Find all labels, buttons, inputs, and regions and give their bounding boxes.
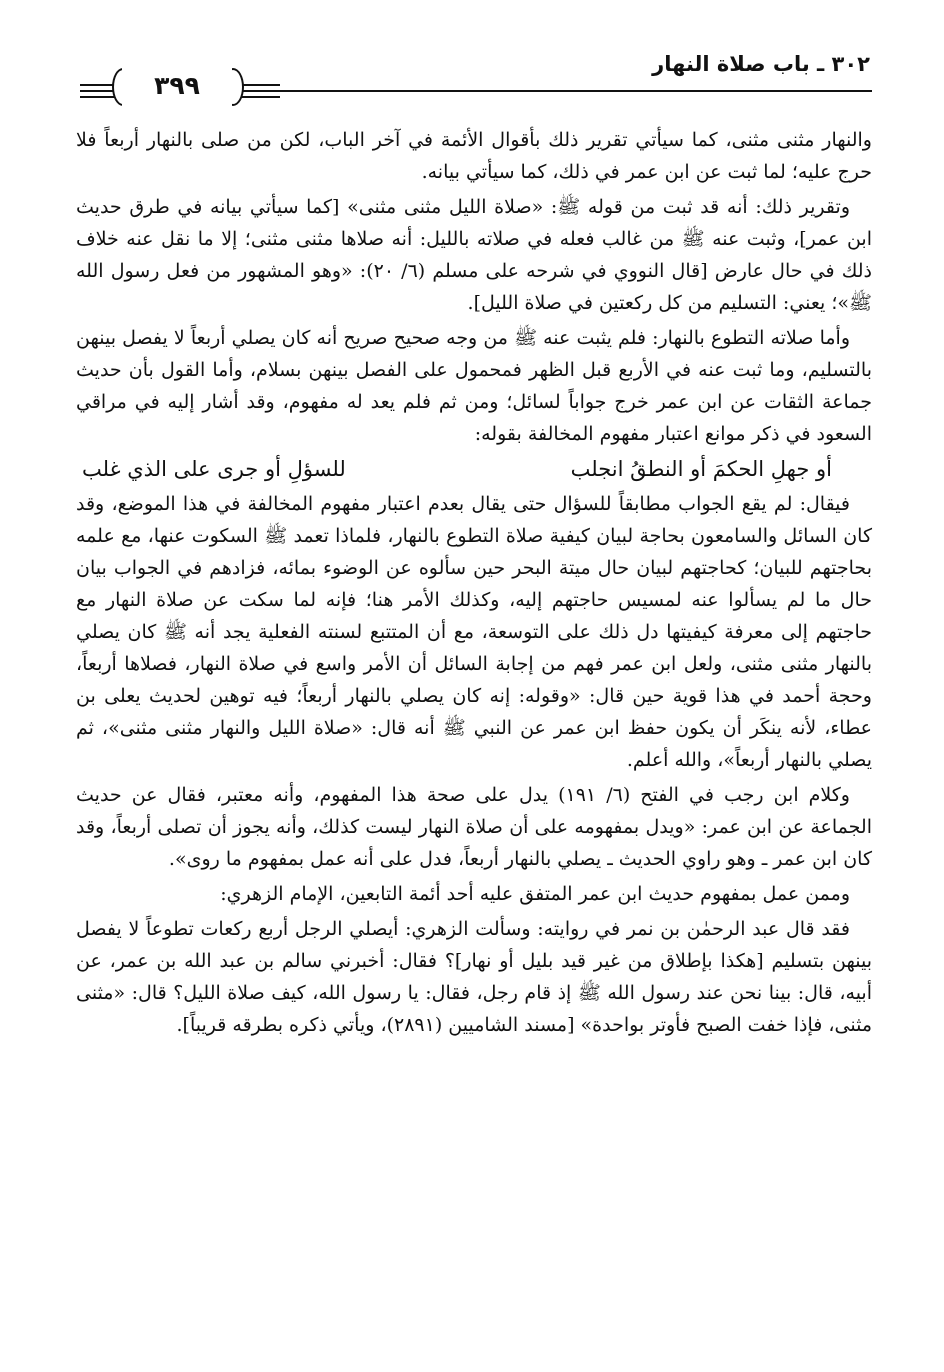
verse-left-hemistich: للسؤلِ أو جرى على الذي غلب: [82, 457, 346, 481]
paragraph-1: والنهار مثنى مثنى، كما سيأتي تقرير ذلك بأقوال الأئمة في آخر الباب، لكن من صلى بالنهار أربعاً فلا حرج عليه؛ لما ثبت عن ابن عمر في ذلك، كما سيأتي بيانه.: [76, 129, 872, 183]
verse-right-hemistich: أو جهلِ الحكمَ أو النطقُ انجلب: [570, 457, 832, 481]
paragraph-4: فيقال: لم يقع الجواب مطابقاً للسؤال حتى يقال بعدم اعتبار مفهوم المخالفة في هذا الموضع، وقد كان السائل والسامعون بحاجة لبيان كيفية صلاة التطوع بالنهار، فلماذا تعمد ﷺ السكوت عنها، مع علمه بحاجتهم للبيان؛ كحاجتهم لبيان حال ميتة البحر حين سألوه عن الوضوء بمائه، فزادهم في الجواب بيان حال ما لم يسألوا عنه لمسيس حاجتهم إليه، وكذلك الأمر هنا؛ فإنه لما سكت عن صلاة النهار مع حاجتهم إلى معرفة كيفيتها دل ذلك على التوسعة، مع أن المتتبع لسنته الفعلية يجد أنه ﷺ كان يصلي بالنهار مثنى مثنى، ولعل ابن عمر فهم من إجابة السائل أن الأمر واسع في صلاة النهار، فصلاها أربعاً، وحجة أحمد في هذا قوية حين قال: «وقوله: إنه كان يصلي بالنهار أربعاً؛ فيه توهين لحديث يعلى بن عطاء، لأنه ينكَر أن يكون حفظ ابن عمر عن النبي ﷺ أنه قال: «صلاة الليل والنهار مثنى مثنى»، ثم يصلي بالنهار أربعاً»، والله أعلم.: [76, 493, 872, 771]
page-number-ornament: [80, 64, 280, 116]
chapter-title: ٣٠٢ ـ باب صلاة النهار: [652, 52, 870, 76]
running-header: [80, 48, 872, 112]
paragraph-3: وأما صلاته التطوع بالنهار: فلم يثبت عنه ﷺ من وجه صحيح صريح أنه كان يصلي أربعاً لا يفصل بينهن بالتسليم، وما ثبت عنه في الأربع قبل الظهر فمحمول على الفصل بينهن بسلام، وأما القول بأن حديث جماعة الثقات عن ابن عمر خرج جواباً لسائل؛ ومن ثم فلم يعد له مفهوم، وقد أشار إليه في مراقي السعود في ذكر موانع اعتبار مفهوم المخالفة بقوله:: [76, 327, 872, 445]
paragraph-6: وممن عمل بمفهوم حديث ابن عمر المتفق عليه أحد أئمة التابعين، الإمام الزهري:: [220, 883, 850, 905]
page-number: ٣٩٩: [122, 64, 232, 108]
poetry-verse: [82, 454, 832, 484]
paragraph-7: فقد قال عبد الرحمٰن بن نمر في روايته: وسألت الزهري: أيصلي الرجل أربع ركعات تطوعاً لا يفصل بينهن بتسليم [هكذا بإطلاق من غير قيد بليل أو نهار]؟ فقال: أخبرني سالم بن عبد الله بن عمر، عن أبيه، قال: بينا نحن عند رسول الله ﷺ إذ قام رجل، فقال: يا رسول الله، كيف صلاة الليل؟ قال: «مثنى مثنى، فإذا خفت الصبح فأوتر بواحدة» [مسند الشاميين (٢٨٩١)، ويأتي ذكره بطرقه قريباً].: [76, 918, 872, 1036]
page-body: [76, 124, 872, 1044]
paragraph-2: وتقرير ذلك: أنه قد ثبت من قوله ﷺ: «صلاة الليل مثنى مثنى» [كما سيأتي بيانه في طرق حديث ابن عمر]، وثبت عنه ﷺ من غالب فعله في صلاته بالليل: أنه صلاها مثنى مثنى؛ إلا ما نقل عنه خلاف ذلك في حال عارض [قال النووي في شرحه على مسلم (٦/ ٢٠): «وهو المشهور من فعل رسول الله ﷺ»؛ يعني: التسليم من كل ركعتين في صلاة الليل].: [76, 196, 872, 314]
paragraph-5: وكلام ابن رجب في الفتح (٦/ ١٩١) يدل على صحة هذا المفهوم، وأنه معتبر، فقال عن حديث الجماعة عن ابن عمر: «ويدل بمفهومه على أن صلاة النهار ليست كذلك، وأنه يجوز أن تصلى أربعاً، وقد كان ابن عمر ـ وهو راوي الحديث ـ يصلي بالنهار أربعاً، فدل على أنه عمل بمفهوم ما روى».: [76, 784, 872, 870]
